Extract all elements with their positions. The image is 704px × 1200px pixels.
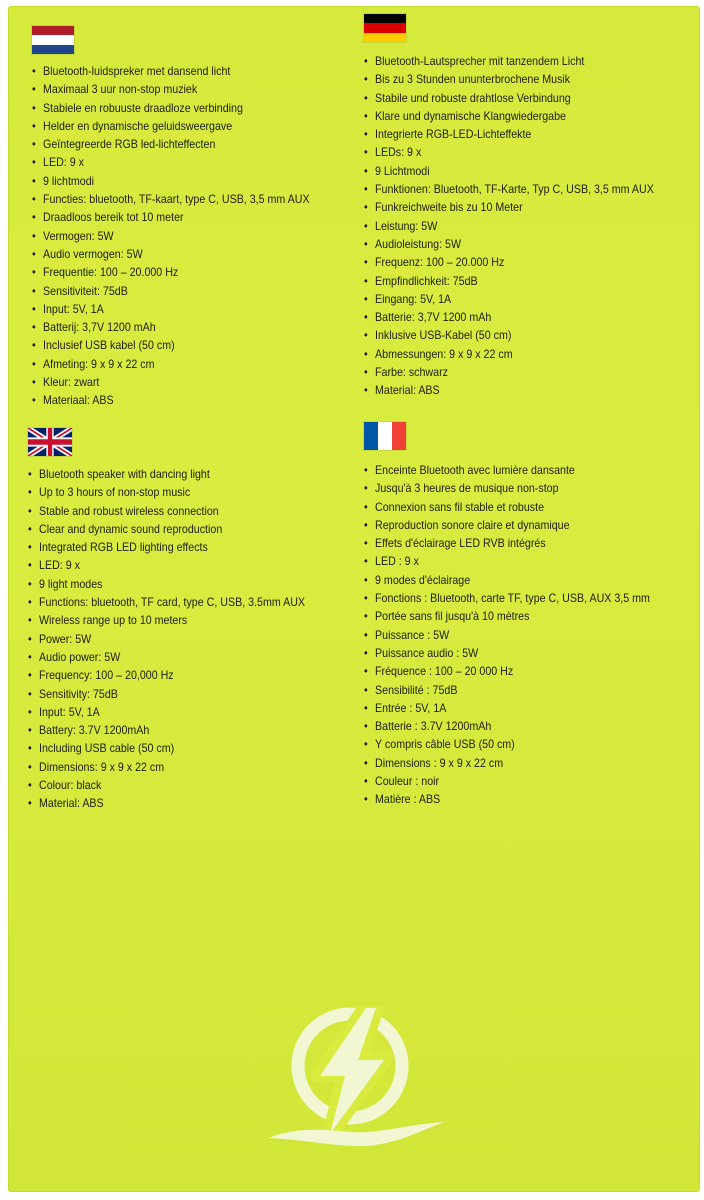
spec-item: • Dimensions : 9 x 9 x 22 cm — [364, 755, 650, 773]
spec-item: • LED : 9 x — [364, 553, 650, 571]
spec-item: • Vermogen: 5W — [32, 228, 310, 246]
spec-item: • Jusqu'à 3 heures de musique non-stop — [364, 480, 650, 498]
spec-list-dutch — [32, 63, 334, 411]
france-flag-icon — [364, 422, 406, 450]
spec-item: • 9 modes d'éclairage — [364, 572, 650, 590]
spec-item: • Geïntegreerde RGB led-lichteffecten — [32, 136, 310, 154]
spec-item: • Material: ABS — [364, 382, 654, 400]
spec-item: • Input: 5V, 1A — [32, 301, 310, 319]
spec-item: • Wireless range up to 10 meters — [28, 612, 305, 630]
packaging-panel — [8, 6, 700, 1192]
spec-list-french — [364, 462, 675, 810]
spec-item: • Battery: 3.7V 1200mAh — [28, 722, 305, 740]
spec-item: • LEDs: 9 x — [364, 144, 654, 162]
spec-item: • Inklusive USB-Kabel (50 cm) — [364, 327, 654, 345]
united-kingdom-flag-icon — [28, 428, 72, 456]
section-french — [364, 422, 675, 810]
spec-item: • Functions: bluetooth, TF card, type C, USB, 3.5mm AUX — [28, 594, 305, 612]
spec-item: • 9 Lichtmodi — [364, 163, 654, 181]
spec-item: • 9 light modes — [28, 576, 305, 594]
spec-item: • Afmeting: 9 x 9 x 22 cm — [32, 356, 310, 374]
spec-item: • Input: 5V, 1A — [28, 704, 305, 722]
spec-item: • Colour: black — [28, 777, 305, 795]
spec-item: • Portée sans fil jusqu'à 10 mètres — [364, 608, 650, 626]
spec-item: • Reproduction sonore claire et dynamique — [364, 517, 650, 535]
spec-item: • Audio vermogen: 5W — [32, 246, 310, 264]
spec-item: • Fonctions : Bluetooth, carte TF, type C, USB, AUX 3,5 mm — [364, 590, 650, 608]
spec-item: • Materiaal: ABS — [32, 392, 310, 410]
spec-item: • Maximaal 3 uur non-stop muziek — [32, 81, 310, 99]
spec-list-german — [364, 53, 679, 401]
spec-item: • Batterie : 3.7V 1200mAh — [364, 718, 650, 736]
spec-item: • Y compris câble USB (50 cm) — [364, 736, 650, 754]
spec-item: • Frequency: 100 – 20,000 Hz — [28, 667, 305, 685]
germany-flag-icon — [364, 14, 406, 42]
spec-item: • Funktionen: Bluetooth, TF-Karte, Typ C, USB, 3,5 mm AUX — [364, 181, 654, 199]
spec-item: • Clear and dynamic sound reproduction — [28, 521, 305, 539]
spec-item: • Effets d'éclairage LED RVB intégrés — [364, 535, 650, 553]
spec-item: • Farbe: schwarz — [364, 364, 654, 382]
spec-item: • Including USB cable (50 cm) — [28, 740, 305, 758]
spec-item: • Kleur: zwart — [32, 374, 310, 392]
spec-item: • Abmessungen: 9 x 9 x 22 cm — [364, 346, 654, 364]
spec-item: • 9 lichtmodi — [32, 173, 310, 191]
spec-item: • Helder en dynamische geluidsweergave — [32, 118, 310, 136]
spec-item: • Inclusief USB kabel (50 cm) — [32, 337, 310, 355]
spec-item: • Connexion sans fil stable et robuste — [364, 499, 650, 517]
section-german — [364, 14, 679, 401]
section-english — [28, 428, 329, 814]
spec-item: • Entrée : 5V, 1A — [364, 700, 650, 718]
spec-item: • Functies: bluetooth, TF-kaart, type C, USB, 3,5 mm AUX — [32, 191, 310, 209]
spec-item: • Batterij: 3,7V 1200 mAh — [32, 319, 310, 337]
spec-item: • Puissance : 5W — [364, 627, 650, 645]
spec-item: • Draadloos bereik tot 10 meter — [32, 209, 310, 227]
spec-item: • Bluetooth speaker with dancing light — [28, 466, 305, 484]
spec-item: • Power: 5W — [28, 631, 305, 649]
spec-item: • Sensitivity: 75dB — [28, 686, 305, 704]
spec-item: • Audioleistung: 5W — [364, 236, 654, 254]
spec-item: • Up to 3 hours of non-stop music — [28, 484, 305, 502]
spec-item: • Bluetooth-luidspreker met dansend licht — [32, 63, 310, 81]
spec-item: • Integrierte RGB-LED-Lichteffekte — [364, 126, 654, 144]
spec-item: • Eingang: 5V, 1A — [364, 291, 654, 309]
spec-item: • Couleur : noir — [364, 773, 650, 791]
charging-lightning-logo-icon — [268, 1006, 446, 1156]
spec-item: • Bis zu 3 Stunden ununterbrochene Musik — [364, 71, 654, 89]
spec-list-english — [28, 466, 329, 814]
spec-item: • Bluetooth-Lautsprecher mit tanzendem Licht — [364, 53, 654, 71]
spec-item: • Funkreichweite bis zu 10 Meter — [364, 199, 654, 217]
section-dutch — [32, 26, 334, 411]
spec-item: • Sensitiviteit: 75dB — [32, 283, 310, 301]
spec-item: • Stabiele en robuuste draadloze verbinding — [32, 100, 310, 118]
spec-item: • Leistung: 5W — [364, 218, 654, 236]
spec-item: • Matière : ABS — [364, 791, 650, 809]
spec-item: • Sensibilité : 75dB — [364, 682, 650, 700]
spec-item: • Integrated RGB LED lighting effects — [28, 539, 305, 557]
spec-item: • Klare und dynamische Klangwiedergabe — [364, 108, 654, 126]
spec-item: • Stabile und robuste drahtlose Verbindung — [364, 90, 654, 108]
spec-item: • Frequentie: 100 – 20.000 Hz — [32, 264, 310, 282]
spec-item: • Stable and robust wireless connection — [28, 503, 305, 521]
spec-item: • Empfindlichkeit: 75dB — [364, 273, 654, 291]
netherlands-flag-icon — [32, 26, 74, 54]
spec-item: • Material: ABS — [28, 795, 305, 813]
spec-item: • LED: 9 x — [32, 154, 310, 172]
spec-item: • Puissance audio : 5W — [364, 645, 650, 663]
spec-item: • Fréquence : 100 – 20 000 Hz — [364, 663, 650, 681]
spec-item: • Enceinte Bluetooth avec lumière dansante — [364, 462, 650, 480]
spec-item: • Frequenz: 100 – 20.000 Hz — [364, 254, 654, 272]
spec-item: • LED: 9 x — [28, 557, 305, 575]
spec-item: • Batterie: 3,7V 1200 mAh — [364, 309, 654, 327]
spec-item: • Audio power: 5W — [28, 649, 305, 667]
spec-item: • Dimensions: 9 x 9 x 22 cm — [28, 759, 305, 777]
